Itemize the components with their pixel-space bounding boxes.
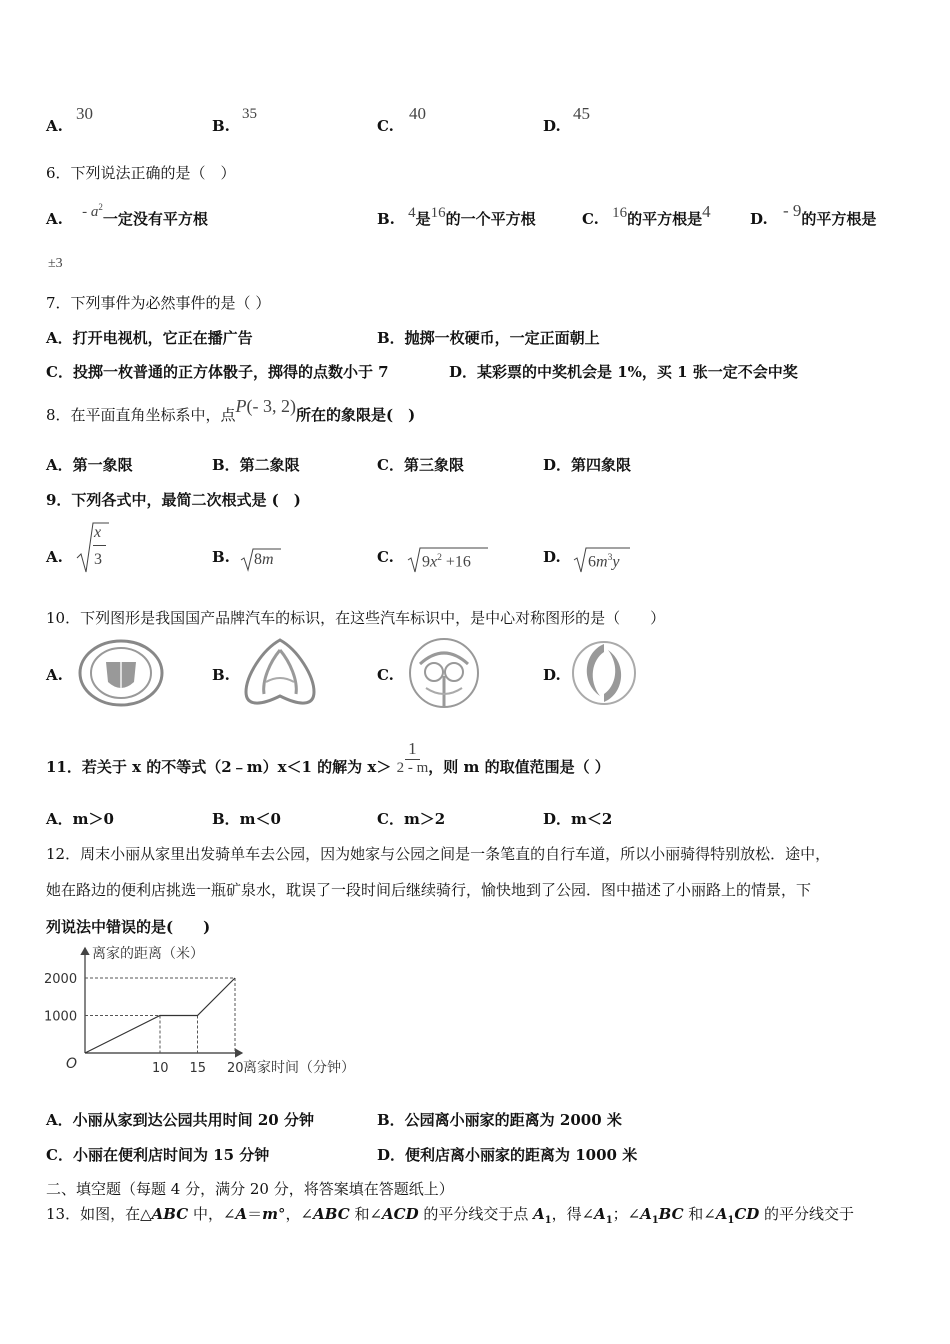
- q11-option-c: C．m＞2: [377, 810, 446, 828]
- q13-sub2: 1: [605, 1215, 613, 1226]
- q13-acd: ACD: [382, 1205, 419, 1223]
- section-2-heading: 二、填空题（每题 4 分，满分 20 分，将答案填在答题纸上）: [46, 1180, 454, 1198]
- q6-d-text: 的平方根是: [801, 210, 877, 228]
- q13-and1: 和∠: [349, 1205, 383, 1223]
- y-tick-label-2000: 2000: [44, 972, 78, 987]
- q6-a-neg: -: [82, 204, 91, 220]
- q12-line-3: 列说法中错误的是( ): [46, 918, 211, 936]
- q6-option-a: [46, 202, 208, 229]
- q8-stem: [46, 396, 416, 425]
- q12-option-b: B．公园离小丽家的距离为 2000 米: [377, 1111, 622, 1129]
- q10-d-label: D.: [543, 666, 561, 684]
- q8-point: [236, 396, 296, 416]
- q13-mid2: 的平分线交于点: [418, 1205, 534, 1223]
- logo-b-icon: [240, 636, 320, 710]
- q9-c-coef: 9: [422, 553, 430, 571]
- q12-option-d: D．便利店离小丽家的距离为 1000 米: [377, 1146, 638, 1164]
- q8-option-b: B．第二象限: [212, 456, 300, 474]
- q8-point-coords: (- 3, 2): [246, 396, 297, 416]
- q12-line-2: 她在路边的便利店挑选一瓶矿泉水，耽误了一段时间后继续骑行，愉快地到了公园．图中描述了小丽路上的情景，下: [46, 881, 812, 899]
- q13-mid1: 中，∠: [188, 1205, 236, 1223]
- x-tick-label-10: 10: [152, 1061, 169, 1076]
- q9-c-const: +16: [441, 553, 471, 571]
- q9-b-radicand: [254, 551, 274, 569]
- q6-c-num1: 16: [612, 205, 628, 221]
- q13-a1bc: A: [640, 1205, 652, 1223]
- logo-c-icon: [404, 636, 484, 710]
- q13-a1b: A: [594, 1205, 606, 1223]
- q10-stem: 10．下列图形是我国国产品牌汽车的标识，在这些汽车标识中，是中心对称图形的是（ ）: [46, 609, 666, 627]
- y-tick-label-1000: 1000: [44, 1009, 78, 1025]
- y-axis-label: 离家的距离（米）: [92, 946, 204, 962]
- q11-option-b: B．m＜0: [212, 810, 281, 828]
- q9-a-radical-icon: [76, 520, 110, 574]
- q7-option-a: A．打开电视机，它正在播广告: [46, 329, 253, 347]
- q9-d-var1: m: [596, 553, 608, 571]
- q9-a-fraction-bar: [93, 545, 106, 546]
- q9-a-numerator: x: [94, 524, 102, 541]
- q5-option-b: [212, 106, 257, 135]
- q10-a-label: A.: [46, 666, 63, 684]
- q6-a-var: a: [90, 204, 99, 220]
- q8-stem-pre: 8．在平面直角坐标系中，点: [46, 406, 236, 424]
- origin-label: O: [66, 1056, 78, 1072]
- q6-stem: 6．下列说法正确的是（ ）: [46, 164, 236, 182]
- q5-option-a: [46, 104, 93, 135]
- q11-option-d: D．m＜2: [543, 810, 613, 828]
- q9-d-var2: y: [612, 553, 620, 571]
- q9-a-math: [76, 520, 110, 579]
- q11-option-a: A．m＞0: [46, 810, 114, 828]
- q6-a-text: 一定没有平方根: [102, 210, 208, 228]
- q13-cd: CD: [734, 1205, 760, 1223]
- q13-bc: BC: [658, 1205, 684, 1223]
- q13-semi: ；∠: [612, 1205, 641, 1223]
- q7-option-c: C．投掷一枚普通的正方体骰子，掷得的点数小于 7: [46, 363, 389, 381]
- q6-b-text1: 是: [415, 210, 431, 228]
- q9-d-radicand: [588, 552, 619, 571]
- q11-fraction: [397, 739, 429, 777]
- q6-a-math: [82, 204, 103, 220]
- q9-b-var: m: [262, 551, 274, 568]
- q9-c-var: x: [430, 553, 438, 571]
- q13-text: [46, 1203, 854, 1226]
- q5-option-a-label: A.: [46, 117, 63, 135]
- q8-option-c: C．第三象限: [377, 456, 464, 474]
- q9-stem: 9．下列各式中，最简二次根式是 ( ): [46, 491, 301, 509]
- q9-d-exp: 3: [607, 552, 613, 563]
- q9-c-exp: 2: [437, 552, 442, 563]
- q8-option-d: D．第四象限: [543, 456, 632, 474]
- q9-c-radicand: [422, 552, 471, 571]
- q6-d-num: - 9: [782, 201, 802, 220]
- q9-b-coef: 8: [254, 551, 262, 568]
- x-tick-label-15: 15: [189, 1061, 207, 1076]
- q5-option-d-label: D.: [543, 117, 561, 135]
- x-tick-label-20: 20: [227, 1061, 244, 1076]
- q6-option-b: [377, 205, 536, 229]
- q13-eq: ＝: [247, 1205, 263, 1223]
- q8-point-name: P: [235, 396, 247, 416]
- q11-frac-num: 1: [405, 739, 420, 760]
- q13-mid3: ，得∠: [551, 1205, 595, 1223]
- q7-stem: 7．下列事件为必然事件的是（ ）: [46, 294, 271, 312]
- q6-option-d: [750, 201, 877, 229]
- q6-b-num1: 4: [408, 205, 416, 221]
- q5-option-c-label: C.: [377, 117, 394, 135]
- q13-pre: 13．如图，在△: [46, 1205, 152, 1223]
- q13-m: m: [262, 1205, 279, 1223]
- q5-option-c: [377, 104, 426, 135]
- q5-option-b-label: B.: [212, 117, 230, 135]
- q9-a-label: A.: [46, 548, 63, 566]
- q6-d-label: D.: [750, 210, 768, 228]
- q8-option-a: A．第一象限: [46, 456, 133, 474]
- q6-a-label: A.: [46, 210, 63, 228]
- logo-d-icon: [570, 638, 638, 708]
- q13-sub3: 1: [651, 1215, 659, 1226]
- x-axis-label: 离家时间（分钟）: [243, 1060, 355, 1076]
- q13-a1cd: A: [715, 1205, 728, 1223]
- q13-sub1: 1: [544, 1215, 552, 1226]
- q11-stem: [46, 739, 610, 787]
- q12-option-a: A．小丽从家到达公园共用时间 20 分钟: [46, 1111, 314, 1129]
- q6-b-num2: 16: [430, 205, 446, 221]
- q6-a-exp: 2: [98, 202, 103, 212]
- q6-b-text2: 的一个平方根: [445, 210, 536, 228]
- q13-abc2: ABC: [313, 1205, 350, 1223]
- q5-option-d-value: 45: [573, 104, 590, 123]
- q6-c-text: 的平方根是: [627, 210, 703, 228]
- q11-frac-den: 2 - m: [396, 760, 429, 776]
- q12-option-c: C．小丽在便利店时间为 15 分钟: [46, 1146, 270, 1164]
- q10-c-label: C.: [377, 666, 394, 684]
- q5-option-b-value: 35: [242, 106, 257, 122]
- q7-option-d: D．某彩票的中奖机会是 1%，买 1 张一定不会中奖: [449, 363, 798, 381]
- q6-c-num2: 4: [702, 202, 711, 221]
- q9-c-label: C.: [377, 548, 394, 566]
- q13-sub4: 1: [727, 1215, 735, 1226]
- q9-b-label: B.: [212, 548, 230, 566]
- q8-stem-post: 所在的象限是( ): [296, 406, 416, 424]
- q5-option-c-value: 40: [409, 104, 426, 123]
- q6-option-c: [582, 202, 711, 229]
- q13-a1: A: [533, 1205, 545, 1223]
- q13-a: A: [235, 1205, 248, 1223]
- q11-stem-pre: 11．若关于 x 的不等式（2﹣m）x＜1 的解为 x＞: [46, 758, 392, 776]
- q13-and2: 和∠: [683, 1205, 716, 1223]
- distance-time-chart: [40, 940, 385, 1080]
- logo-a-icon: [78, 638, 164, 708]
- q13-end: 的平分线交于: [759, 1205, 855, 1223]
- q5-option-d: [543, 104, 590, 135]
- q10-b-label: B.: [212, 666, 230, 684]
- q13-abc: ABC: [151, 1205, 189, 1223]
- q6-c-label: C.: [582, 210, 599, 228]
- q7-option-b: B．抛掷一枚硬币，一定正面朝上: [377, 329, 600, 347]
- q6-d-continuation: ±3: [48, 256, 63, 271]
- q11-stem-post: ，则 m 的取值范围是（ ）: [428, 758, 610, 776]
- q12-line-1: 12．周末小丽从家里出发骑单车去公园，因为她家与公园之间是一条笔直的自行车道，所以小丽骑得特别放松．途中，: [46, 845, 831, 863]
- q9-d-coef: 6: [588, 553, 596, 571]
- q5-option-a-value: 30: [76, 104, 93, 123]
- q13-deg: °，∠: [278, 1205, 314, 1223]
- q6-b-label: B.: [377, 210, 395, 228]
- q9-d-label: D.: [543, 548, 561, 566]
- q9-a-denominator: 3: [94, 551, 102, 568]
